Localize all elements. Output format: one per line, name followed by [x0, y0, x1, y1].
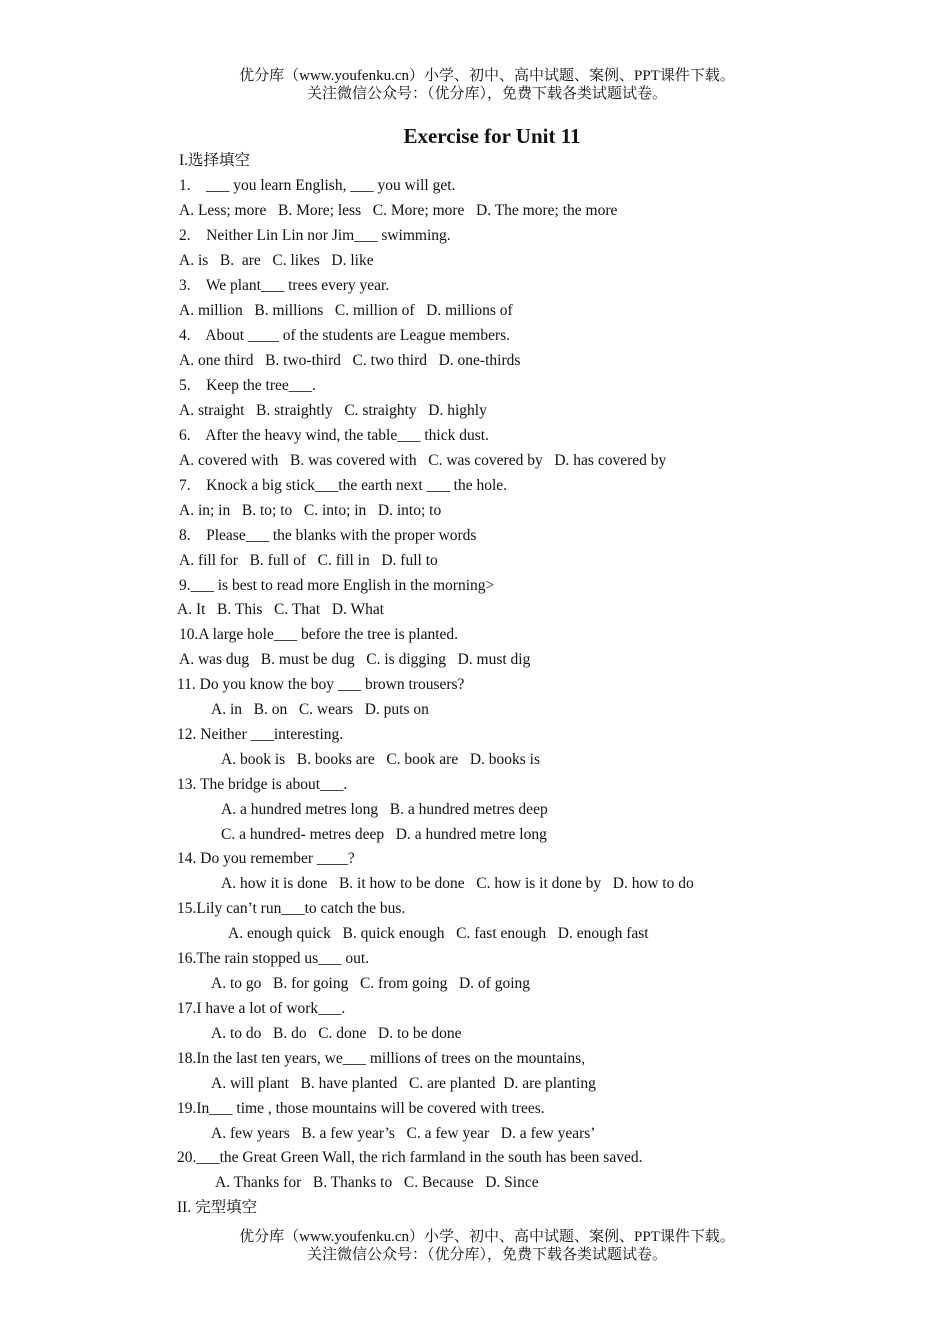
- question: 12. Neither ___interesting.: [177, 726, 344, 743]
- options: A. few years B. a few year’s C. a few year D. a few years’: [211, 1125, 596, 1142]
- question: 17.I have a lot of work___.: [177, 1000, 346, 1017]
- options: A. to go B. for going C. from going D. of going: [211, 975, 531, 992]
- options: A. Thanks for B. Thanks to C. Because D. Since: [215, 1174, 539, 1191]
- question: 13. The bridge is about___.: [177, 776, 348, 793]
- question: 16.The rain stopped us___ out.: [177, 950, 370, 967]
- header-line-2: 关注微信公众号：（优分库），免费下载各类试题试卷。: [306, 86, 667, 102]
- options: A. enough quick B. quick enough C. fast enough D. enough fast: [228, 925, 649, 942]
- options: A. Less; more B. More; less C. More; more D. The more; the more: [179, 202, 618, 219]
- options: A. in B. on C. wears D. puts on: [211, 701, 429, 718]
- question: 5. Keep the tree___.: [179, 377, 316, 394]
- options: A. was dug B. must be dug C. is digging D. must dig: [179, 651, 531, 668]
- options: A. how it is done B. it how to be done C. how is it done by D. how to do: [221, 875, 694, 892]
- options: A. It B. This C. That D. What: [177, 601, 385, 618]
- question: 20.___the Great Green Wall, the rich farmland in the south has been saved.: [177, 1149, 643, 1166]
- options: A. a hundred metres long B. a hundred metres deep: [221, 801, 548, 818]
- options: A. will plant B. have planted C. are planted D. are planting: [211, 1075, 596, 1092]
- section-heading: II. 完型填空: [177, 1199, 258, 1216]
- question: 14. Do you remember ____?: [177, 850, 355, 867]
- options: A. to do B. do C. done D. to be done: [211, 1025, 462, 1042]
- header-line-1: 优分库（www.youfenku.cn）小学、初中、高中试题、案例、PPT课件下载。: [239, 68, 735, 84]
- question: 2. Neither Lin Lin nor Jim___ swimming.: [179, 227, 451, 244]
- question: 18.In the last ten years, we___ millions of trees on the mountains,: [177, 1050, 586, 1067]
- question: 8. Please___ the blanks with the proper words: [179, 527, 477, 544]
- options: A. fill for B. full of C. fill in D. full to: [179, 552, 438, 569]
- question: 6. After the heavy wind, the table___ thick dust.: [179, 427, 489, 444]
- options: C. a hundred- metres deep D. a hundred metre long: [221, 826, 547, 843]
- options: A. is B. are C. likes D. like: [179, 252, 374, 269]
- question: 9.___ is best to read more English in the morning>: [179, 577, 495, 594]
- question: 7. Knock a big stick___the earth next ___ the hole.: [179, 477, 508, 494]
- section-heading: I.选择填空: [179, 152, 251, 169]
- footer-line-1: 优分库（www.youfenku.cn）小学、初中、高中试题、案例、PPT课件下载。: [239, 1229, 735, 1245]
- options: A. in; in B. to; to C. into; in D. into; to: [179, 502, 442, 519]
- options: A. straight B. straightly C. straighty D. highly: [179, 402, 487, 419]
- question: 4. About ____ of the students are League members.: [179, 327, 511, 344]
- question: 1. ___ you learn English, ___ you will get.: [179, 177, 456, 194]
- question: 3. We plant___ trees every year.: [179, 277, 390, 294]
- question: 19.In___ time , those mountains will be covered with trees.: [177, 1100, 545, 1117]
- footer-line-2: 关注微信公众号：（优分库），免费下载各类试题试卷。: [306, 1247, 667, 1263]
- options: A. covered with B. was covered with C. was covered by D. has covered by: [179, 452, 667, 469]
- options: A. book is B. books are C. book are D. books is: [221, 751, 541, 768]
- question: 10.A large hole___ before the tree is planted.: [179, 626, 459, 643]
- options: A. million B. millions C. million of D. millions of: [179, 302, 513, 319]
- page-title: Exercise for Unit 11: [403, 124, 581, 148]
- question: 11. Do you know the boy ___ brown trousers?: [177, 676, 465, 693]
- options: A. one third B. two-third C. two third D. one-thirds: [179, 352, 521, 369]
- question: 15.Lily can’t run___to catch the bus.: [177, 900, 406, 917]
